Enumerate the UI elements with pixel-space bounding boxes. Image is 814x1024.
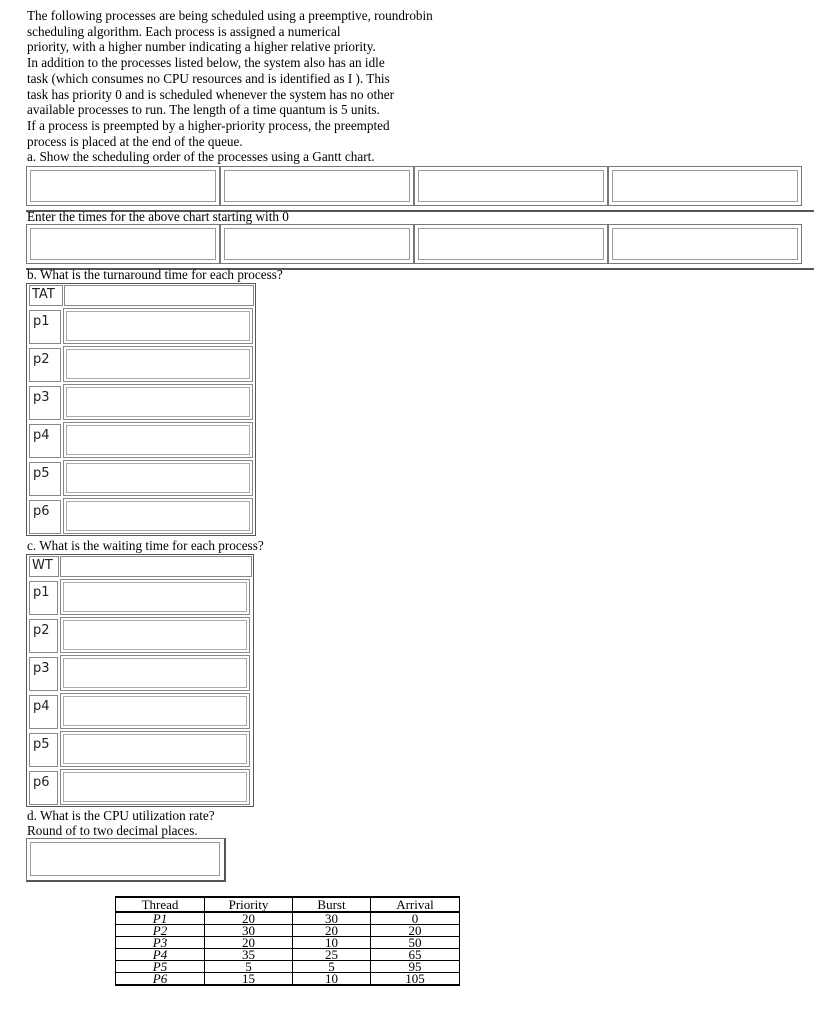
cell: 105 — [371, 973, 460, 986]
cell: 20 — [205, 937, 293, 949]
cell: 50 — [371, 937, 460, 949]
col-header: Priority — [205, 897, 293, 912]
gantt-cell-input[interactable] — [26, 166, 220, 206]
col-header: Arrival — [371, 897, 460, 912]
intro-line: task has priority 0 and is scheduled whenever the system has no other — [27, 86, 394, 102]
process-label: p1 — [29, 581, 58, 615]
problem-statement — [27, 8, 497, 165]
process-label: p6 — [29, 771, 58, 805]
process-label: p2 — [29, 348, 61, 382]
question-a: a. Show the scheduling order of the processes using a Gantt chart. — [27, 149, 375, 165]
wt-p6-input[interactable] — [60, 769, 250, 805]
cell: P3 — [116, 937, 205, 949]
question-d-note: Round of to two decimal places. — [27, 823, 198, 838]
tat-p5-input[interactable] — [63, 460, 253, 496]
cell: P5 — [116, 961, 205, 973]
tat-table — [26, 283, 256, 536]
wt-header-blank — [60, 556, 252, 577]
tat-p6-input[interactable] — [63, 498, 253, 534]
process-label: p4 — [29, 695, 58, 729]
intro-line: The following processes are being scheduled using a preemptive, roundrobin — [27, 8, 433, 23]
wt-p2-input[interactable] — [60, 617, 250, 653]
tat-p1-input[interactable] — [63, 308, 253, 344]
table-row — [116, 949, 460, 961]
gantt-cell-input[interactable] — [608, 166, 802, 206]
cell: 0 — [371, 912, 460, 925]
times-label: Enter the times for the above chart starting with 0 — [27, 209, 289, 224]
intro-line: task (which consumes no CPU resources and is identified as I ). This — [27, 70, 390, 86]
wt-p5-input[interactable] — [60, 731, 250, 767]
cell: 35 — [205, 949, 293, 961]
process-label: p5 — [29, 462, 61, 496]
time-cell-input[interactable] — [608, 224, 802, 264]
intro-line: If a process is preempted by a higher-priority process, the preempted — [27, 117, 390, 133]
question-d: d. What is the CPU utilization rate? — [27, 808, 215, 823]
cell: 95 — [371, 961, 460, 973]
table-row — [116, 925, 460, 937]
cell: 20 — [371, 925, 460, 937]
tat-p2-input[interactable] — [63, 346, 253, 382]
wt-p3-input[interactable] — [60, 655, 250, 691]
cell: P2 — [116, 925, 205, 937]
cell: 10 — [293, 937, 371, 949]
question-c: c. What is the waiting time for each process? — [27, 538, 264, 553]
time-cell-input[interactable] — [414, 224, 608, 264]
cell: 10 — [293, 973, 371, 986]
tat-header: TAT — [29, 285, 63, 306]
intro-line: process is placed at the end of the queue. — [27, 133, 243, 149]
cell: 25 — [293, 949, 371, 961]
table-row — [116, 973, 460, 986]
wt-header: WT — [29, 556, 59, 577]
wt-p1-input[interactable] — [60, 579, 250, 615]
cell: P6 — [116, 973, 205, 986]
cell: 30 — [293, 912, 371, 925]
col-header: Burst — [293, 897, 371, 912]
cell: 15 — [205, 973, 293, 986]
time-cell-input[interactable] — [220, 224, 414, 264]
intro-line: available processes to run. The length of a time quantum is 5 units. — [27, 102, 380, 118]
tat-p4-input[interactable] — [63, 422, 253, 458]
table-row — [116, 937, 460, 949]
process-label: p5 — [29, 733, 58, 767]
cpu-utilization-input[interactable] — [26, 838, 226, 882]
intro-line: scheduling algorithm. Each process is assigned a numerical — [27, 23, 341, 39]
gantt-times — [26, 224, 814, 270]
gantt-cell-input[interactable] — [220, 166, 414, 206]
cell: 20 — [205, 912, 293, 925]
tat-p3-input[interactable] — [63, 384, 253, 420]
process-table — [115, 896, 460, 986]
cell: P1 — [116, 912, 205, 925]
cell: 5 — [293, 961, 371, 973]
question-b: b. What is the turnaround time for each process? — [27, 267, 283, 282]
cell: 65 — [371, 949, 460, 961]
cell: P4 — [116, 949, 205, 961]
process-label: p3 — [29, 657, 58, 691]
cell: 30 — [205, 925, 293, 937]
cell: 5 — [205, 961, 293, 973]
wt-table — [26, 554, 254, 807]
gantt-cell-input[interactable] — [414, 166, 608, 206]
wt-p4-input[interactable] — [60, 693, 250, 729]
time-cell-input[interactable] — [26, 224, 220, 264]
process-label: p4 — [29, 424, 61, 458]
table-row — [116, 912, 460, 925]
process-label: p1 — [29, 310, 61, 344]
intro-line: priority, with a higher number indicating a higher relative priority. — [27, 39, 376, 55]
process-label: p3 — [29, 386, 61, 420]
col-header: Thread — [116, 897, 205, 912]
intro-line: In addition to the processes listed below, the system also has an idle — [27, 55, 385, 71]
process-label: p2 — [29, 619, 58, 653]
tat-header-blank — [64, 285, 254, 306]
gantt-chart — [26, 166, 814, 212]
cell: 20 — [293, 925, 371, 937]
process-label: p6 — [29, 500, 61, 534]
